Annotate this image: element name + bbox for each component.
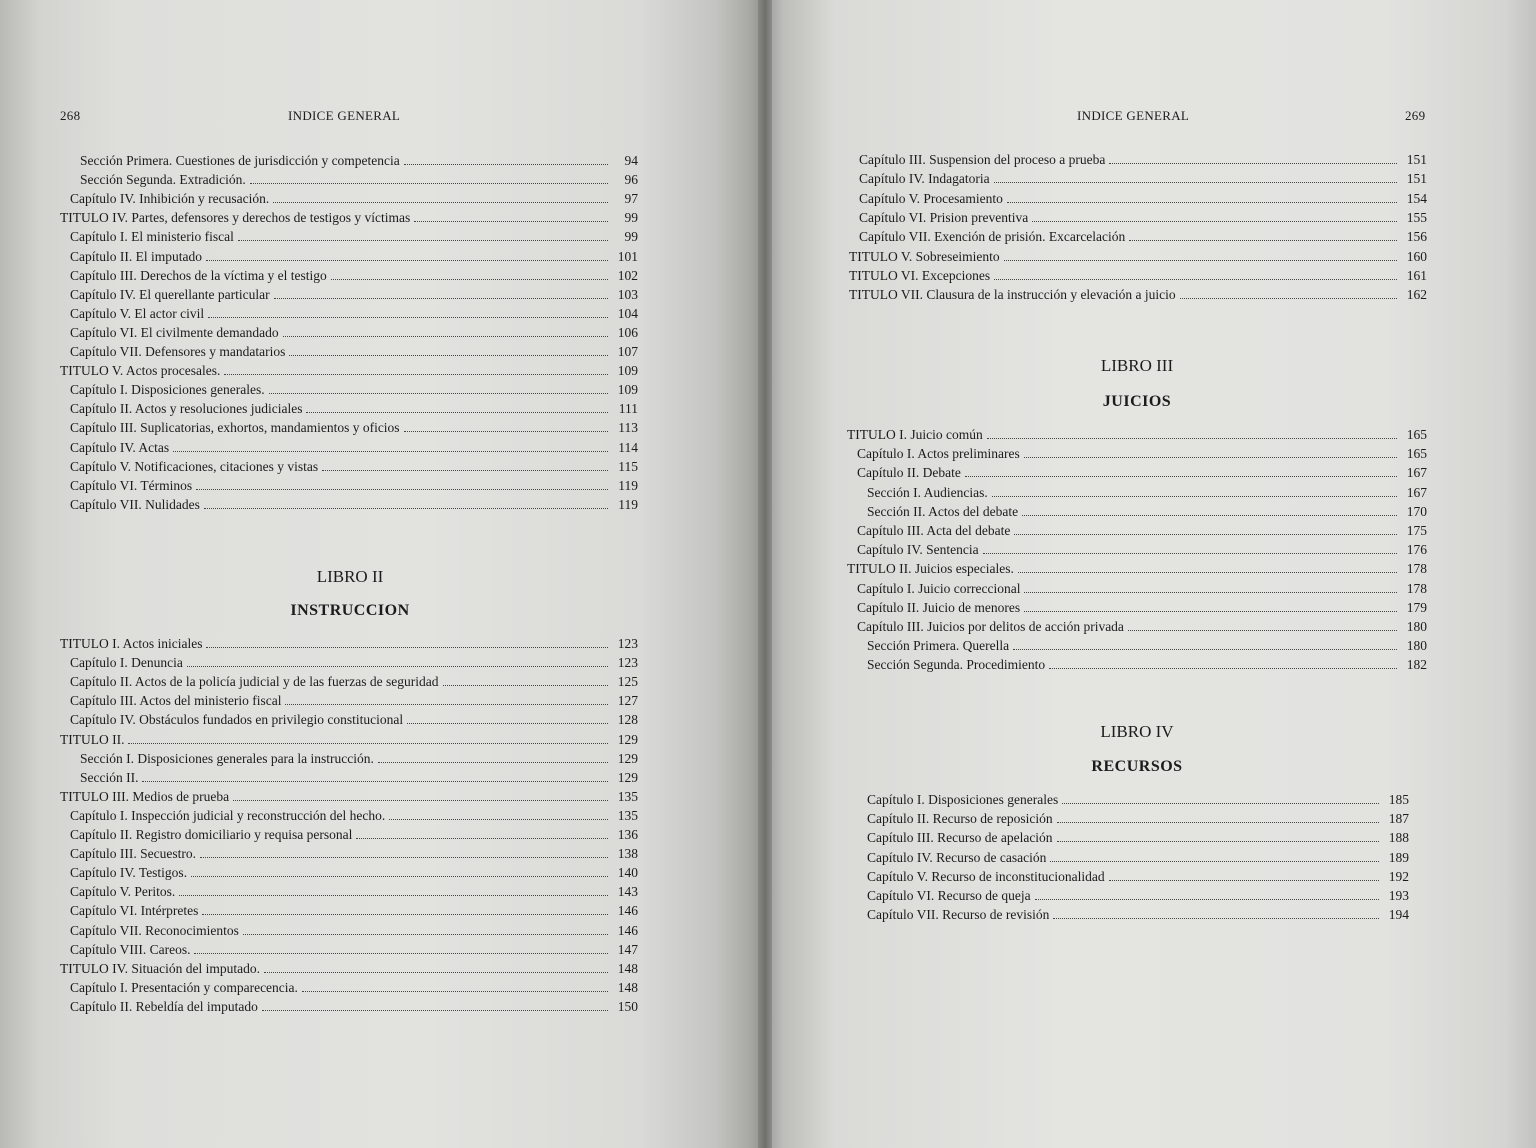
toc-entry <box>849 248 1427 265</box>
toc-entry-title: Capítulo IV. Testigos. <box>70 865 188 881</box>
toc-entry-title: Capítulo IV. Recurso de casación <box>867 849 1047 865</box>
toc-entry-title: Capítulo I. Disposiciones generales <box>867 792 1059 807</box>
toc-entry <box>867 503 1427 520</box>
libro4-title: RECURSOS <box>1091 758 1183 775</box>
toc-entry-title: Capítulo VII. Nulidades <box>70 496 200 512</box>
toc-entry-title: Capítulo II. Juicio de menores <box>857 599 1021 615</box>
toc-entry-page: 167 <box>1406 465 1427 481</box>
toc-entry <box>859 170 1427 187</box>
toc-entry-title: Capítulo VII. Reconocimientos <box>70 922 239 938</box>
toc-entry <box>867 868 1409 885</box>
toc-entry <box>70 419 638 436</box>
dot-leader <box>289 344 608 356</box>
toc-entry-title: Capítulo V. Peritos. <box>70 884 176 900</box>
toc-entry-title: Capítulo VIII. Careos. <box>70 941 191 957</box>
dot-leader <box>302 980 608 992</box>
toc-entry <box>60 960 638 977</box>
toc-entry-title: Capítulo III. Suplicatorias, exhortos, mandamientos y oficios <box>70 420 400 436</box>
toc-entry <box>80 152 638 169</box>
toc-entry-page: 178 <box>1406 580 1427 596</box>
toc-entry-page: 161 <box>1406 267 1427 283</box>
dot-leader <box>1032 210 1397 222</box>
toc-entry-title: Capítulo IV. Obstáculos fundados en privilegio constitucional <box>70 712 404 728</box>
toc-entry <box>70 864 638 881</box>
dot-leader <box>208 306 608 318</box>
dot-leader <box>1128 619 1397 631</box>
toc-entry-page: 119 <box>618 477 638 493</box>
toc-entry-page: 176 <box>1406 542 1427 558</box>
toc-entry-title: Capítulo V. Notificaciones, citaciones y vistas <box>70 458 319 474</box>
toc-entry-page: 148 <box>617 960 638 976</box>
dot-leader <box>414 210 608 222</box>
toc-entry-title: Capítulo I. El ministerio fiscal <box>70 229 234 245</box>
toc-entry <box>857 464 1427 481</box>
toc-entry-title: TITULO I. Juicio común <box>847 427 983 442</box>
toc-entry <box>859 190 1427 207</box>
dot-leader <box>983 542 1397 554</box>
toc-entry-page: 140 <box>617 865 638 881</box>
dot-leader <box>1024 446 1397 458</box>
toc-entry-title: Capítulo II. Registro domiciliario y requisa personal <box>70 827 353 842</box>
toc-entry-page: 146 <box>617 903 638 919</box>
dot-leader <box>142 770 608 782</box>
toc-entry <box>70 845 638 862</box>
dot-leader <box>1018 561 1397 573</box>
dot-leader <box>987 427 1397 439</box>
toc-entry-page: 151 <box>1406 152 1427 167</box>
dot-leader <box>1035 888 1379 900</box>
toc-entry <box>859 151 1427 168</box>
toc-entry-title: Capítulo V. El actor civil <box>70 305 205 321</box>
dot-leader <box>283 325 608 337</box>
toc-entry <box>867 810 1409 827</box>
toc-entry-title: Capítulo II. Actos y resoluciones judiciales <box>70 401 303 417</box>
toc-entry <box>867 887 1409 904</box>
toc-entry-page: 129 <box>617 731 638 747</box>
toc-entry-title: TITULO II. Juicios especiales. <box>847 561 1014 577</box>
toc-entry-title: Capítulo IV. Indagatoria <box>859 171 990 187</box>
dot-leader <box>1007 191 1397 203</box>
toc-entry-page: 94 <box>624 153 638 168</box>
toc-entry-title: Capítulo VII. Exención de prisión. Excarcelación <box>859 229 1126 245</box>
toc-entry <box>70 458 638 475</box>
toc-entry <box>70 902 638 919</box>
dot-leader <box>274 287 608 299</box>
toc-entry-title: Capítulo I. Disposiciones generales. <box>70 382 265 398</box>
toc-entry-page: 170 <box>1406 503 1427 519</box>
toc-entry <box>70 941 638 958</box>
toc-entry <box>80 769 638 786</box>
toc-entry-page: 138 <box>617 846 638 862</box>
toc-entry-title: Capítulo III. Recurso de apelación <box>867 830 1053 846</box>
toc-entry <box>80 750 638 767</box>
toc-entry-page: 114 <box>618 439 638 455</box>
toc-entry-title: Capítulo V. Recurso de inconstitucionalidad <box>867 868 1105 884</box>
toc-entry-page: 129 <box>617 750 638 766</box>
toc-entry <box>70 979 638 996</box>
libro-title: INSTRUCCION <box>290 602 410 619</box>
toc-entry <box>857 618 1427 635</box>
toc-entry-page: 182 <box>1406 657 1427 673</box>
toc-entry-page: 180 <box>1406 619 1427 634</box>
toc-entry-title: Capítulo II. Recurso de reposición <box>867 811 1053 827</box>
toc-entry-title: TITULO V. Actos procesales. <box>60 363 221 379</box>
book-gutter <box>758 0 772 1148</box>
toc-entry-page: 143 <box>617 884 638 900</box>
left-page <box>0 0 765 1148</box>
dot-leader <box>264 961 608 973</box>
dot-leader <box>404 420 608 432</box>
dot-leader <box>187 655 608 667</box>
toc-entry-page: 129 <box>617 769 638 785</box>
toc-entry <box>867 906 1409 923</box>
dot-leader <box>204 497 608 509</box>
toc-entry <box>859 209 1427 226</box>
toc-entry-page: 106 <box>617 324 638 340</box>
toc-entry-page: 160 <box>1406 248 1427 264</box>
dot-leader <box>250 172 608 184</box>
dot-leader <box>273 191 608 203</box>
toc-entry-page: 107 <box>617 344 638 359</box>
toc-entry <box>857 541 1427 558</box>
toc-entry <box>857 599 1427 616</box>
dot-leader <box>1057 830 1379 842</box>
toc-entry-page: 135 <box>617 788 638 804</box>
toc-entry-title: TITULO IV. Partes, defensores y derechos de testigos y víctimas <box>60 210 411 226</box>
toc-entry-title: Capítulo II. Actos de la policía judicial y de las fuerzas de seguridad <box>70 674 439 690</box>
dot-leader <box>1053 907 1379 919</box>
toc-entry-page: 103 <box>617 286 638 302</box>
toc-entry-title: Sección Primera. Cuestiones de jurisdicción y competencia <box>80 153 400 168</box>
dot-leader <box>200 846 608 858</box>
dot-leader <box>331 268 608 280</box>
toc-entry <box>60 209 638 226</box>
dot-leader <box>1062 792 1379 804</box>
toc-entry <box>70 228 638 245</box>
dot-leader <box>1024 581 1397 593</box>
dot-leader <box>224 363 608 375</box>
dot-leader <box>206 249 608 261</box>
toc-entry-page: 194 <box>1388 907 1409 923</box>
toc-entry <box>70 343 638 360</box>
toc-entry <box>70 998 638 1015</box>
toc-entry-page: 128 <box>617 712 638 728</box>
toc-entry-page: 156 <box>1406 229 1427 245</box>
toc-entry-page: 151 <box>1406 171 1427 187</box>
toc-entry <box>70 190 638 207</box>
dot-leader <box>992 485 1397 497</box>
dot-leader <box>389 808 608 820</box>
toc-entry-title: Sección Segunda. Extradición. <box>80 172 246 188</box>
dot-leader <box>206 636 608 648</box>
running-head-right: INDICE GENERAL <box>1077 108 1190 123</box>
toc-entry-page: 178 <box>1406 561 1427 577</box>
toc-entry-page: 113 <box>618 420 638 436</box>
toc-entry <box>867 791 1409 808</box>
dot-leader <box>1057 811 1379 823</box>
toc-entry-title: Capítulo VI. Términos <box>70 477 193 493</box>
toc-entry-page: 96 <box>624 172 638 188</box>
toc-entry-page: 127 <box>617 693 638 709</box>
toc-entry <box>857 445 1427 462</box>
toc-entry <box>60 362 638 379</box>
page-number-right: 269 <box>1405 108 1426 123</box>
dot-leader <box>1004 249 1397 261</box>
toc-entry <box>867 656 1427 673</box>
toc-entry <box>867 637 1427 654</box>
toc-entry <box>857 522 1427 539</box>
toc-entry-title: Capítulo III. Secuestro. <box>70 846 196 862</box>
dot-leader <box>243 923 608 935</box>
toc-entry <box>70 400 638 417</box>
dot-leader <box>194 942 608 954</box>
toc-entry-title: TITULO VI. Excepciones <box>849 267 991 283</box>
toc-entry-page: 123 <box>617 636 638 651</box>
toc-entry-page: 150 <box>617 998 638 1014</box>
dot-leader <box>404 153 608 165</box>
toc-entry-title: Capítulo III. Suspension del proceso a prueba <box>859 152 1106 167</box>
dot-leader <box>407 712 608 724</box>
toc-entry-page: 187 <box>1388 811 1409 827</box>
toc-entry-title: Capítulo VII. Recurso de revisión <box>867 907 1050 923</box>
toc-entry-title: Capítulo III. Juicios por delitos de acción privada <box>857 619 1124 634</box>
toc-entry-page: 165 <box>1406 446 1427 462</box>
page-number-left: 268 <box>60 108 81 123</box>
toc-entry-page: 175 <box>1406 523 1427 538</box>
dot-leader <box>378 751 608 763</box>
toc-entry <box>70 807 638 824</box>
toc-entry-page: 146 <box>617 922 638 938</box>
libro3-title: JUICIOS <box>1102 393 1172 410</box>
toc-entry-title: Capítulo I. Juicio correccional <box>857 580 1021 596</box>
dot-leader <box>1050 850 1379 862</box>
toc-entry-title: Capítulo VI. Intérpretes <box>70 903 199 919</box>
dot-leader <box>196 478 608 490</box>
toc-entry <box>70 826 638 843</box>
toc-entry-page: 115 <box>618 458 638 474</box>
dot-leader <box>191 865 608 877</box>
toc-entry <box>70 496 638 513</box>
toc-entry <box>70 248 638 265</box>
toc-entry-page: 180 <box>1406 638 1427 654</box>
toc-entry-title: Capítulo III. Derechos de la víctima y el testigo <box>70 267 327 283</box>
dot-leader <box>994 268 1397 280</box>
toc-entry-page: 101 <box>617 248 638 264</box>
toc-entry-title: Capítulo VII. Defensores y mandatarios <box>70 344 286 359</box>
dot-leader <box>1129 229 1397 241</box>
libro4-heading: LIBRO IV <box>1100 722 1174 741</box>
toc-entry <box>70 692 638 709</box>
toc-entry-page: 119 <box>618 496 638 512</box>
toc-entry-page: 154 <box>1406 190 1427 206</box>
dot-leader <box>173 440 608 452</box>
dot-leader <box>1180 287 1397 299</box>
toc-entry <box>60 635 638 652</box>
toc-entry-page: 188 <box>1388 830 1409 846</box>
toc-entry <box>847 426 1427 443</box>
toc-entry-page: 135 <box>617 807 638 823</box>
right-page <box>765 0 1536 1148</box>
dot-leader <box>1024 600 1397 612</box>
dot-leader <box>128 732 608 744</box>
toc-entry-title: TITULO III. Medios de prueba <box>60 788 230 804</box>
toc-entry-title: Sección II. <box>80 769 139 785</box>
toc-entry-title: Capítulo III. Actos del ministerio fiscal <box>70 693 282 709</box>
toc-entry-title: Sección I. Disposiciones generales para la instrucción. <box>80 750 374 766</box>
toc-entry-page: 193 <box>1388 888 1409 903</box>
toc-entry <box>849 286 1427 303</box>
toc-entry-title: Capítulo VI. El civilmente demandado <box>70 324 279 340</box>
toc-entry-title: Capítulo VI. Recurso de queja <box>867 888 1031 903</box>
toc-entry-title: Capítulo I. Actos preliminares <box>857 446 1020 462</box>
toc-entry-page: 189 <box>1388 849 1409 865</box>
toc-entry-page: 136 <box>617 827 638 842</box>
toc-entry-title: TITULO I. Actos iniciales <box>60 636 203 651</box>
dot-leader <box>356 827 608 839</box>
toc-entry-page: 104 <box>617 305 638 321</box>
toc-entry-title: Capítulo IV. El querellante particular <box>70 286 270 302</box>
toc-entry-page: 97 <box>624 191 638 207</box>
toc-entry <box>70 711 638 728</box>
dot-leader <box>322 459 608 471</box>
toc-entry <box>867 829 1409 846</box>
toc-entry <box>70 267 638 284</box>
dot-leader <box>994 171 1397 183</box>
dot-leader <box>269 382 608 394</box>
libro3-heading: LIBRO III <box>1100 356 1174 375</box>
toc-entry <box>70 673 638 690</box>
dot-leader <box>238 229 608 241</box>
toc-entry-page: 155 <box>1406 209 1427 225</box>
dot-leader <box>233 789 608 801</box>
toc-entry-title: Capítulo I. Inspección judicial y reconstrucción del hecho. <box>70 807 386 823</box>
dot-leader <box>1022 504 1397 516</box>
toc-entry-page: 99 <box>624 210 638 226</box>
toc-entry-page: 125 <box>617 674 638 690</box>
dot-leader <box>443 674 608 686</box>
dot-leader <box>202 903 608 915</box>
toc-entry-title: Capítulo I. Denuncia <box>70 655 183 671</box>
running-head-left: INDICE GENERAL <box>288 108 401 123</box>
toc-entry-title: Capítulo IV. Inhibición y recusación. <box>70 191 270 207</box>
toc-entry-title: Capítulo I. Presentación y comparecencia. <box>70 979 298 995</box>
toc-entry-page: 162 <box>1406 287 1427 303</box>
toc-entry <box>70 324 638 341</box>
toc-entry-title: Capítulo II. El imputado <box>70 248 202 264</box>
libro-heading: LIBRO II <box>316 567 384 586</box>
toc-entry <box>80 171 638 188</box>
toc-entry <box>857 580 1427 597</box>
dot-leader <box>1013 638 1397 650</box>
toc-entry-page: 147 <box>617 941 638 957</box>
toc-entry-title: Sección I. Audiencias. <box>867 484 988 500</box>
toc-entry <box>70 654 638 671</box>
toc-entry-page: 167 <box>1406 484 1427 500</box>
dot-leader <box>1049 657 1397 669</box>
dot-leader <box>1109 869 1379 881</box>
toc-entry <box>849 267 1427 284</box>
toc-entry-title: Capítulo V. Procesamiento <box>859 190 1003 206</box>
toc-entry-title: Capítulo VI. Prision preventiva <box>859 209 1029 225</box>
toc-entry-page: 99 <box>624 229 638 245</box>
toc-entry-page: 123 <box>617 655 638 671</box>
toc-entry <box>70 439 638 456</box>
toc-entry-title: TITULO VII. Clausura de la instrucción y elevación a juicio <box>849 287 1176 303</box>
toc-entry-title: Capítulo IV. Actas <box>70 439 170 455</box>
toc-entry-page: 185 <box>1388 792 1409 807</box>
toc-entry-page: 109 <box>617 363 638 379</box>
toc-entry-title: Capítulo III. Acta del debate <box>857 523 1011 538</box>
toc-entry-page: 165 <box>1406 427 1427 442</box>
toc-entry <box>70 286 638 303</box>
toc-entry-title: Capítulo II. Debate <box>857 465 961 481</box>
toc-entry-title: Sección Primera. Querella <box>867 638 1010 654</box>
toc-entry <box>60 788 638 805</box>
dot-leader <box>179 884 608 896</box>
dot-leader <box>965 465 1397 477</box>
toc-entry-page: 109 <box>617 382 638 398</box>
toc-entry <box>60 731 638 748</box>
toc-entry-page: 179 <box>1406 599 1427 615</box>
toc-entry <box>867 484 1427 501</box>
dot-leader <box>262 999 608 1011</box>
toc-entry-title: Sección II. Actos del debate <box>867 503 1019 519</box>
dot-leader <box>306 401 608 413</box>
dot-leader <box>285 693 608 705</box>
toc-entry-title: Capítulo II. Rebeldía del imputado <box>70 998 258 1014</box>
toc-entry <box>859 228 1427 245</box>
toc-entry <box>70 305 638 322</box>
toc-entry-title: Capítulo IV. Sentencia <box>857 542 979 558</box>
toc-entry <box>70 477 638 494</box>
toc-entry <box>70 381 638 398</box>
toc-entry-page: 102 <box>617 267 638 283</box>
toc-entry-title: TITULO II. <box>60 731 125 747</box>
toc-entry-page: 148 <box>617 979 638 995</box>
toc-entry-page: 192 <box>1388 868 1409 884</box>
toc-entry <box>867 849 1409 866</box>
toc-entry-title: Sección Segunda. Procedimiento <box>867 657 1046 673</box>
dot-leader <box>1109 152 1397 164</box>
toc-entry <box>847 560 1427 577</box>
toc-entry <box>70 883 638 900</box>
toc-entry-title: TITULO V. Sobreseimiento <box>849 248 1000 264</box>
toc-entry <box>70 922 638 939</box>
dot-leader <box>1014 523 1397 535</box>
toc-entry-page: 111 <box>618 401 638 417</box>
toc-entry-title: TITULO IV. Situación del imputado. <box>60 960 260 976</box>
